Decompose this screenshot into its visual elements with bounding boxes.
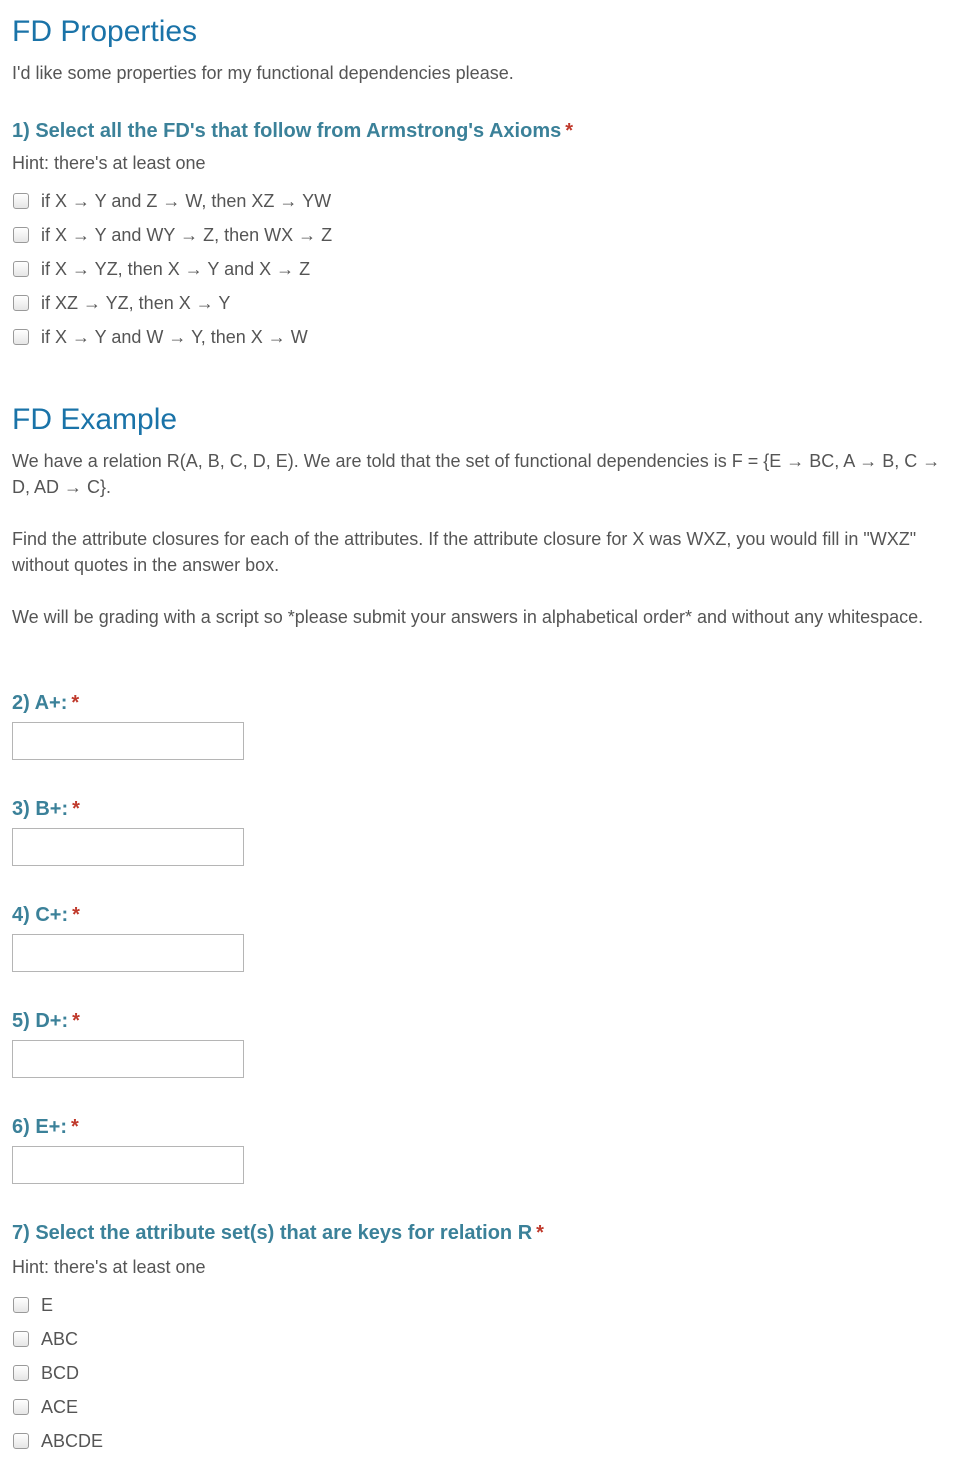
q7-option-3-label: BCD — [41, 1362, 80, 1383]
q7-option-4-label: ACE — [41, 1396, 79, 1417]
required-mark: * — [565, 120, 574, 142]
question-7-title-text: 7) Select the attribute set(s) that are keys for relation R — [12, 1222, 533, 1244]
section-2-paragraph-2: Find the attribute closures for each of the attributes. If the attribute closure for X was WXZ, you would fill in "WXZ" without quotes in the answer box. — [12, 529, 917, 575]
section-title-fd-example: FD Example — [12, 403, 178, 436]
q1-option-3-label: if X → YZ, then X → Y and X → Z — [41, 258, 311, 279]
q7-option-1[interactable] — [12, 1288, 912, 1322]
checkbox[interactable] — [13, 329, 29, 345]
section-description: I'd like some properties for my functional dependencies please. — [12, 63, 514, 83]
checkbox[interactable] — [13, 295, 29, 311]
q7-option-5[interactable] — [12, 1424, 912, 1458]
question-5-label — [12, 1008, 80, 1034]
q7-option-5-label: ABCDE — [41, 1430, 104, 1451]
q7-option-1-label: E — [41, 1294, 54, 1315]
checkbox[interactable] — [13, 1297, 29, 1313]
question-6-label — [12, 1114, 79, 1140]
question-3-label-text: 3) B+: — [12, 798, 69, 820]
q1-option-1-label: if X → Y and Z → W, then XZ → YW — [41, 190, 332, 211]
q1-option-5-label: if X → Y and W → Y, then X → W — [41, 326, 308, 347]
e-plus-input[interactable] — [12, 1146, 244, 1184]
question-1 — [12, 118, 573, 144]
required-mark: * — [536, 1222, 544, 1244]
question-3-label — [12, 796, 80, 822]
question-7-hint: Hint: there's at least one — [12, 1257, 206, 1277]
question-1-title — [12, 118, 573, 144]
q1-option-2[interactable] — [12, 218, 912, 252]
checkbox[interactable] — [13, 193, 29, 209]
question-5-label-text: 5) D+: — [12, 1010, 69, 1032]
required-mark: * — [72, 1010, 80, 1032]
question-1-title-text: 1) Select all the FD's that follow from Armstrong's Axioms — [12, 120, 562, 142]
required-mark: * — [72, 798, 80, 820]
d-plus-input[interactable] — [12, 1040, 244, 1078]
question-2-label-text: 2) A+: — [12, 692, 68, 714]
question-1-options — [12, 184, 912, 354]
q1-option-2-label: if X → Y and WY → Z, then WX → Z — [41, 224, 333, 245]
question-1-hint: Hint: there's at least one — [12, 153, 206, 173]
checkbox[interactable] — [13, 227, 29, 243]
q7-option-3[interactable] — [12, 1356, 912, 1390]
checkbox[interactable] — [13, 1433, 29, 1449]
checkbox[interactable] — [13, 1331, 29, 1347]
question-7-title — [12, 1220, 544, 1246]
q7-option-2-label: ABC — [41, 1328, 79, 1349]
q1-option-5[interactable] — [12, 320, 912, 354]
question-6-label-text: 6) E+: — [12, 1116, 68, 1138]
q7-option-2[interactable] — [12, 1322, 912, 1356]
required-mark: * — [71, 692, 80, 714]
section-2-paragraph-3: We will be grading with a script so *please submit your answers in alphabetical order* and without any whitespace. — [12, 607, 924, 627]
question-2-label — [12, 690, 79, 716]
q1-option-4-label: if XZ → YZ, then X → Y — [41, 292, 231, 313]
required-mark: * — [71, 1116, 79, 1138]
c-plus-input[interactable] — [12, 934, 244, 972]
q1-option-4[interactable] — [12, 286, 912, 320]
section-2-paragraph-1: We have a relation R(A, B, C, D, E). We are told that the set of functional dependencies is F = {E → BC, A → B, C → D, AD → C}. — [12, 451, 941, 497]
a-plus-input[interactable] — [12, 722, 244, 760]
checkbox[interactable] — [13, 1399, 29, 1415]
q1-option-1[interactable] — [12, 184, 912, 218]
q1-option-3[interactable] — [12, 252, 912, 286]
b-plus-input[interactable] — [12, 828, 244, 866]
checkbox[interactable] — [13, 1365, 29, 1381]
question-7-options — [12, 1288, 912, 1458]
section-title-fd-properties: FD Properties — [12, 15, 198, 48]
question-4-label — [12, 902, 80, 928]
q7-option-4[interactable] — [12, 1390, 912, 1424]
required-mark: * — [72, 904, 80, 926]
question-4-label-text: 4) C+: — [12, 904, 69, 926]
checkbox[interactable] — [13, 261, 29, 277]
